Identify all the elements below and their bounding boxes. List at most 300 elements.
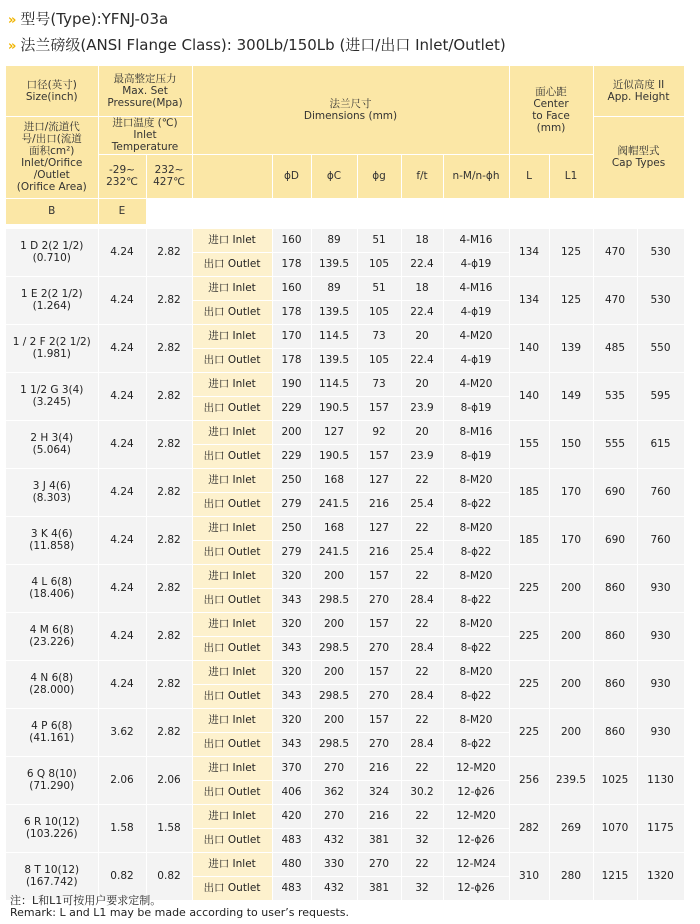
connection-label: 进口 Inlet <box>192 804 272 828</box>
phi-d-cell: 178 <box>272 348 311 372</box>
phi-g-cell: 157 <box>357 444 401 468</box>
l1-cell: 125 <box>549 228 593 276</box>
f-t-cell: 22 <box>401 708 443 732</box>
size-cell: 6 Q 8(10) (71.290) <box>6 756 98 804</box>
note-en: Remark: L and L1 may be made according to user’s requests. <box>10 906 350 919</box>
size-cell: 1 D 2(2 1/2) (0.710) <box>6 228 98 276</box>
pressure-cell: 2.82 <box>146 228 192 276</box>
phi-g-cell: 73 <box>357 372 401 396</box>
f-t-cell: 28.4 <box>401 684 443 708</box>
phi-c-cell: 270 <box>311 756 357 780</box>
n-m-cell: 12-M24 <box>443 852 509 876</box>
l-cell: 155 <box>509 420 549 468</box>
l-cell: 225 <box>509 708 549 756</box>
pressure-cell: 2.82 <box>146 612 192 660</box>
e-cell: 930 <box>637 564 684 612</box>
phi-g-cell: 216 <box>357 804 401 828</box>
n-m-cell: 8-ϕ22 <box>443 636 509 660</box>
phi-d-cell: 160 <box>272 228 311 252</box>
f-t-cell: 23.9 <box>401 396 443 420</box>
n-m-cell: 4-M20 <box>443 324 509 348</box>
f-t-cell: 22 <box>401 564 443 588</box>
pressure-cell: 2.82 <box>146 420 192 468</box>
n-m-cell: 8-ϕ22 <box>443 540 509 564</box>
pressure-cell: 2.82 <box>146 276 192 324</box>
n-m-cell: 12-M20 <box>443 756 509 780</box>
phi-c-cell: 190.5 <box>311 396 357 420</box>
connection-label: 进口 Inlet <box>192 228 272 252</box>
header-dimensions: 法兰尺寸 Dimensions (mm) <box>192 66 509 154</box>
phi-c-cell: 241.5 <box>311 492 357 516</box>
pressure-cell: 4.24 <box>98 324 146 372</box>
phi-c-cell: 168 <box>311 468 357 492</box>
n-m-cell: 4-M16 <box>443 228 509 252</box>
note-cn: 注：L和L1可按用户要求定制。 <box>10 894 162 907</box>
phi-g-cell: 324 <box>357 780 401 804</box>
pressure-cell: 1.58 <box>98 804 146 852</box>
n-m-cell: 8-M20 <box>443 708 509 732</box>
b-cell: 1215 <box>593 852 637 900</box>
phi-c-cell: 114.5 <box>311 324 357 348</box>
connection-label: 进口 Inlet <box>192 564 272 588</box>
l1-cell: 170 <box>549 468 593 516</box>
n-m-cell: 8-ϕ19 <box>443 444 509 468</box>
connection-label: 出口 Outlet <box>192 300 272 324</box>
f-t-cell: 32 <box>401 876 443 900</box>
f-t-cell: 25.4 <box>401 492 443 516</box>
e-cell: 1130 <box>637 756 684 804</box>
pressure-cell: 2.82 <box>146 516 192 564</box>
e-cell: 930 <box>637 660 684 708</box>
phi-d-cell: 250 <box>272 468 311 492</box>
pressure-cell: 4.24 <box>98 612 146 660</box>
phi-d-cell: 200 <box>272 420 311 444</box>
l1-cell: 269 <box>549 804 593 852</box>
l1-cell: 280 <box>549 852 593 900</box>
l1-cell: 150 <box>549 420 593 468</box>
phi-g-cell: 157 <box>357 660 401 684</box>
phi-d-cell: 250 <box>272 516 311 540</box>
table-row <box>6 516 684 540</box>
n-m-cell: 8-ϕ19 <box>443 396 509 420</box>
f-t-cell: 32 <box>401 828 443 852</box>
phi-g-cell: 381 <box>357 828 401 852</box>
header-phi-c: ϕC <box>311 154 357 198</box>
phi-c-cell: 127 <box>311 420 357 444</box>
size-cell: 1 / 2 F 2(2 1/2) (1.981) <box>6 324 98 372</box>
phi-c-cell: 298.5 <box>311 732 357 756</box>
f-t-cell: 22 <box>401 612 443 636</box>
n-m-cell: 8-M20 <box>443 468 509 492</box>
l-cell: 140 <box>509 324 549 372</box>
connection-label: 出口 Outlet <box>192 588 272 612</box>
phi-d-cell: 190 <box>272 372 311 396</box>
f-t-cell: 22 <box>401 852 443 876</box>
pressure-cell: 4.24 <box>98 228 146 276</box>
l-cell: 225 <box>509 612 549 660</box>
f-t-cell: 22 <box>401 516 443 540</box>
l-cell: 256 <box>509 756 549 804</box>
table-row <box>6 708 684 732</box>
connection-label: 出口 Outlet <box>192 828 272 852</box>
phi-c-cell: 89 <box>311 276 357 300</box>
phi-c-cell: 330 <box>311 852 357 876</box>
l-cell: 310 <box>509 852 549 900</box>
pressure-cell: 0.82 <box>98 852 146 900</box>
b-cell: 555 <box>593 420 637 468</box>
phi-d-cell: 483 <box>272 828 311 852</box>
table-row <box>6 468 684 492</box>
b-cell: 860 <box>593 564 637 612</box>
table-row <box>6 276 684 300</box>
l-cell: 140 <box>509 372 549 420</box>
phi-c-cell: 432 <box>311 828 357 852</box>
header-size: 口径(英寸) Size(inch) <box>6 66 98 116</box>
f-t-cell: 20 <box>401 420 443 444</box>
pressure-cell: 4.24 <box>98 564 146 612</box>
n-m-cell: 8-M20 <box>443 564 509 588</box>
e-cell: 595 <box>637 372 684 420</box>
connection-label: 出口 Outlet <box>192 780 272 804</box>
phi-c-cell: 200 <box>311 612 357 636</box>
pressure-cell: 1.58 <box>146 804 192 852</box>
pressure-cell: 2.82 <box>146 324 192 372</box>
e-cell: 1175 <box>637 804 684 852</box>
f-t-cell: 18 <box>401 276 443 300</box>
phi-c-cell: 200 <box>311 708 357 732</box>
phi-d-cell: 370 <box>272 756 311 780</box>
connection-label: 进口 Inlet <box>192 372 272 396</box>
b-cell: 690 <box>593 468 637 516</box>
b-cell: 470 <box>593 228 637 276</box>
table-row <box>6 420 684 444</box>
phi-g-cell: 270 <box>357 636 401 660</box>
n-m-cell: 4-ϕ19 <box>443 252 509 276</box>
flange-class-heading-text: 法兰磅级(ANSI Flange Class): 300Lb/150Lb (进口/出口 Inlet/Outlet) <box>20 36 506 54</box>
phi-d-cell: 320 <box>272 708 311 732</box>
f-t-cell: 22.4 <box>401 252 443 276</box>
n-m-cell: 4-M16 <box>443 276 509 300</box>
pressure-cell: 4.24 <box>98 660 146 708</box>
b-cell: 470 <box>593 276 637 324</box>
l1-cell: 200 <box>549 612 593 660</box>
phi-d-cell: 229 <box>272 444 311 468</box>
phi-g-cell: 105 <box>357 252 401 276</box>
l-cell: 185 <box>509 468 549 516</box>
l-cell: 185 <box>509 516 549 564</box>
pressure-cell: 2.82 <box>146 372 192 420</box>
pressure-cell: 2.82 <box>146 564 192 612</box>
l-cell: 225 <box>509 564 549 612</box>
header-cap-types: 阀帽型式 Cap Types <box>593 116 684 198</box>
f-t-cell: 18 <box>401 228 443 252</box>
b-cell: 535 <box>593 372 637 420</box>
phi-d-cell: 160 <box>272 276 311 300</box>
e-cell: 930 <box>637 708 684 756</box>
n-m-cell: 12-M20 <box>443 804 509 828</box>
phi-g-cell: 270 <box>357 588 401 612</box>
chevron-right-icon: » <box>8 39 15 54</box>
phi-c-cell: 362 <box>311 780 357 804</box>
pressure-cell: 2.06 <box>98 756 146 804</box>
pressure-cell: 2.82 <box>146 660 192 708</box>
header-max-pressure: 最高整定压力 Max. Set Pressure(Mpa) <box>98 66 192 116</box>
n-m-cell: 8-ϕ22 <box>443 588 509 612</box>
connection-label: 出口 Outlet <box>192 396 272 420</box>
phi-d-cell: 343 <box>272 684 311 708</box>
f-t-cell: 22.4 <box>401 300 443 324</box>
connection-label: 出口 Outlet <box>192 492 272 516</box>
table-row <box>6 756 684 780</box>
e-cell: 760 <box>637 468 684 516</box>
f-t-cell: 22 <box>401 468 443 492</box>
size-cell: 4 M 6(8) (23.226) <box>6 612 98 660</box>
pressure-cell: 4.24 <box>98 420 146 468</box>
n-m-cell: 12-ϕ26 <box>443 828 509 852</box>
b-cell: 690 <box>593 516 637 564</box>
pressure-cell: 4.24 <box>98 468 146 516</box>
size-cell: 8 T 10(12) (167.742) <box>6 852 98 900</box>
phi-g-cell: 270 <box>357 852 401 876</box>
phi-d-cell: 480 <box>272 852 311 876</box>
connection-label: 进口 Inlet <box>192 324 272 348</box>
connection-label: 出口 Outlet <box>192 636 272 660</box>
n-m-cell: 8-M20 <box>443 612 509 636</box>
phi-g-cell: 105 <box>357 300 401 324</box>
l-cell: 282 <box>509 804 549 852</box>
phi-g-cell: 270 <box>357 684 401 708</box>
f-t-cell: 22.4 <box>401 348 443 372</box>
table-row <box>6 372 684 396</box>
e-cell: 550 <box>637 324 684 372</box>
phi-d-cell: 320 <box>272 564 311 588</box>
phi-d-cell: 483 <box>272 876 311 900</box>
b-cell: 860 <box>593 660 637 708</box>
n-m-cell: 4-ϕ19 <box>443 348 509 372</box>
phi-g-cell: 157 <box>357 564 401 588</box>
phi-d-cell: 178 <box>272 300 311 324</box>
f-t-cell: 20 <box>401 324 443 348</box>
e-cell: 930 <box>637 612 684 660</box>
l-cell: 225 <box>509 660 549 708</box>
connection-label: 出口 Outlet <box>192 876 272 900</box>
phi-c-cell: 114.5 <box>311 372 357 396</box>
connection-label: 进口 Inlet <box>192 708 272 732</box>
phi-d-cell: 229 <box>272 396 311 420</box>
phi-c-cell: 432 <box>311 876 357 900</box>
n-m-cell: 8-ϕ22 <box>443 492 509 516</box>
header-f-t: f/t <box>401 154 443 198</box>
phi-g-cell: 216 <box>357 756 401 780</box>
l-cell: 134 <box>509 276 549 324</box>
phi-c-cell: 139.5 <box>311 300 357 324</box>
header-temp-range-2: 232~ 427℃ <box>146 154 192 198</box>
table-row <box>6 564 684 588</box>
phi-d-cell: 343 <box>272 636 311 660</box>
phi-c-cell: 298.5 <box>311 588 357 612</box>
table-row <box>6 852 684 876</box>
header-orifice: 进口/流道代 号/出口(流道 面积cm²) Inlet/Orifice /Outlet (Orifice Area) <box>6 116 98 198</box>
l1-cell: 139 <box>549 324 593 372</box>
table-row <box>6 228 684 252</box>
phi-g-cell: 216 <box>357 540 401 564</box>
header-e: E <box>98 198 146 224</box>
phi-c-cell: 190.5 <box>311 444 357 468</box>
model-heading <box>8 8 168 29</box>
flange-class-heading <box>8 34 506 55</box>
phi-d-cell: 343 <box>272 588 311 612</box>
chevron-right-icon: » <box>8 13 15 28</box>
pressure-cell: 2.06 <box>146 756 192 804</box>
phi-c-cell: 139.5 <box>311 252 357 276</box>
b-cell: 1070 <box>593 804 637 852</box>
connection-label: 进口 Inlet <box>192 852 272 876</box>
phi-d-cell: 170 <box>272 324 311 348</box>
phi-d-cell: 279 <box>272 492 311 516</box>
f-t-cell: 20 <box>401 372 443 396</box>
connection-label: 进口 Inlet <box>192 612 272 636</box>
n-m-cell: 8-M20 <box>443 516 509 540</box>
header-b: B <box>6 198 98 224</box>
phi-c-cell: 200 <box>311 660 357 684</box>
connection-label: 进口 Inlet <box>192 516 272 540</box>
l1-cell: 149 <box>549 372 593 420</box>
connection-label: 进口 Inlet <box>192 660 272 684</box>
phi-c-cell: 139.5 <box>311 348 357 372</box>
e-cell: 530 <box>637 276 684 324</box>
connection-label: 进口 Inlet <box>192 276 272 300</box>
phi-d-cell: 178 <box>272 252 311 276</box>
phi-g-cell: 381 <box>357 876 401 900</box>
pressure-cell: 4.24 <box>98 516 146 564</box>
phi-c-cell: 241.5 <box>311 540 357 564</box>
header-l1: L1 <box>549 154 593 198</box>
size-cell: 6 R 10(12) (103.226) <box>6 804 98 852</box>
e-cell: 530 <box>637 228 684 276</box>
connection-label: 进口 Inlet <box>192 468 272 492</box>
n-m-cell: 4-M20 <box>443 372 509 396</box>
l1-cell: 170 <box>549 516 593 564</box>
size-cell: 4 P 6(8) (41.161) <box>6 708 98 756</box>
connection-label: 出口 Outlet <box>192 444 272 468</box>
connection-label: 出口 Outlet <box>192 732 272 756</box>
phi-g-cell: 51 <box>357 228 401 252</box>
phi-g-cell: 216 <box>357 492 401 516</box>
phi-g-cell: 270 <box>357 732 401 756</box>
pressure-cell: 4.24 <box>98 372 146 420</box>
f-t-cell: 28.4 <box>401 588 443 612</box>
size-cell: 3 K 4(6) (11.858) <box>6 516 98 564</box>
phi-c-cell: 270 <box>311 804 357 828</box>
e-cell: 1320 <box>637 852 684 900</box>
table-row <box>6 324 684 348</box>
f-t-cell: 22 <box>401 660 443 684</box>
connection-label: 出口 Outlet <box>192 540 272 564</box>
header-phi-g: ϕg <box>357 154 401 198</box>
connection-label: 进口 Inlet <box>192 756 272 780</box>
header-l: L <box>509 154 549 198</box>
size-cell: 4 L 6(8) (18.406) <box>6 564 98 612</box>
header-app-height: 近似高度 II App. Height <box>593 66 684 116</box>
e-cell: 760 <box>637 516 684 564</box>
n-m-cell: 8-ϕ22 <box>443 684 509 708</box>
l1-cell: 239.5 <box>549 756 593 804</box>
header-n-m: n-M/n-ϕh <box>443 154 509 198</box>
b-cell: 1025 <box>593 756 637 804</box>
header-inlet-temperature: 进口温度 (℃) Inlet Temperature <box>98 116 192 154</box>
f-t-cell: 22 <box>401 804 443 828</box>
l1-cell: 200 <box>549 708 593 756</box>
n-m-cell: 12-ϕ26 <box>443 876 509 900</box>
model-heading-text: 型号(Type):YFNJ-03a <box>20 10 169 28</box>
n-m-cell: 12-ϕ26 <box>443 780 509 804</box>
phi-d-cell: 279 <box>272 540 311 564</box>
b-cell: 860 <box>593 612 637 660</box>
b-cell: 485 <box>593 324 637 372</box>
phi-c-cell: 200 <box>311 564 357 588</box>
table-row <box>6 660 684 684</box>
phi-d-cell: 343 <box>272 732 311 756</box>
header-phi-d: ϕD <box>272 154 311 198</box>
phi-c-cell: 298.5 <box>311 684 357 708</box>
phi-g-cell: 157 <box>357 708 401 732</box>
size-cell: 4 N 6(8) (28.000) <box>6 660 98 708</box>
phi-c-cell: 89 <box>311 228 357 252</box>
spec-table <box>6 66 685 901</box>
l1-cell: 200 <box>549 564 593 612</box>
pressure-cell: 0.82 <box>146 852 192 900</box>
phi-g-cell: 127 <box>357 468 401 492</box>
phi-g-cell: 73 <box>357 324 401 348</box>
f-t-cell: 25.4 <box>401 540 443 564</box>
size-cell: 3 J 4(6) (8.303) <box>6 468 98 516</box>
connection-label: 出口 Outlet <box>192 684 272 708</box>
phi-g-cell: 157 <box>357 612 401 636</box>
table-row <box>6 612 684 636</box>
f-t-cell: 30.2 <box>401 780 443 804</box>
connection-label: 出口 Outlet <box>192 252 272 276</box>
n-m-cell: 8-ϕ22 <box>443 732 509 756</box>
phi-d-cell: 320 <box>272 660 311 684</box>
e-cell: 615 <box>637 420 684 468</box>
header-temp-range-1: -29~ 232℃ <box>98 154 146 198</box>
phi-g-cell: 92 <box>357 420 401 444</box>
connection-label: 进口 Inlet <box>192 420 272 444</box>
phi-g-cell: 157 <box>357 396 401 420</box>
pressure-cell: 2.82 <box>146 468 192 516</box>
l-cell: 134 <box>509 228 549 276</box>
phi-g-cell: 105 <box>357 348 401 372</box>
phi-g-cell: 127 <box>357 516 401 540</box>
table-row <box>6 804 684 828</box>
n-m-cell: 4-ϕ19 <box>443 300 509 324</box>
size-cell: 1 1/2 G 3(4) (3.245) <box>6 372 98 420</box>
phi-c-cell: 168 <box>311 516 357 540</box>
b-cell: 860 <box>593 708 637 756</box>
n-m-cell: 8-M16 <box>443 420 509 444</box>
f-t-cell: 28.4 <box>401 732 443 756</box>
phi-g-cell: 51 <box>357 276 401 300</box>
pressure-cell: 2.82 <box>146 708 192 756</box>
phi-d-cell: 420 <box>272 804 311 828</box>
l1-cell: 200 <box>549 660 593 708</box>
size-cell: 1 E 2(2 1/2) (1.264) <box>6 276 98 324</box>
phi-d-cell: 320 <box>272 612 311 636</box>
f-t-cell: 28.4 <box>401 636 443 660</box>
phi-c-cell: 298.5 <box>311 636 357 660</box>
n-m-cell: 8-M20 <box>443 660 509 684</box>
header-center-to-face: 面心距 Center to Face (mm) <box>509 66 593 154</box>
